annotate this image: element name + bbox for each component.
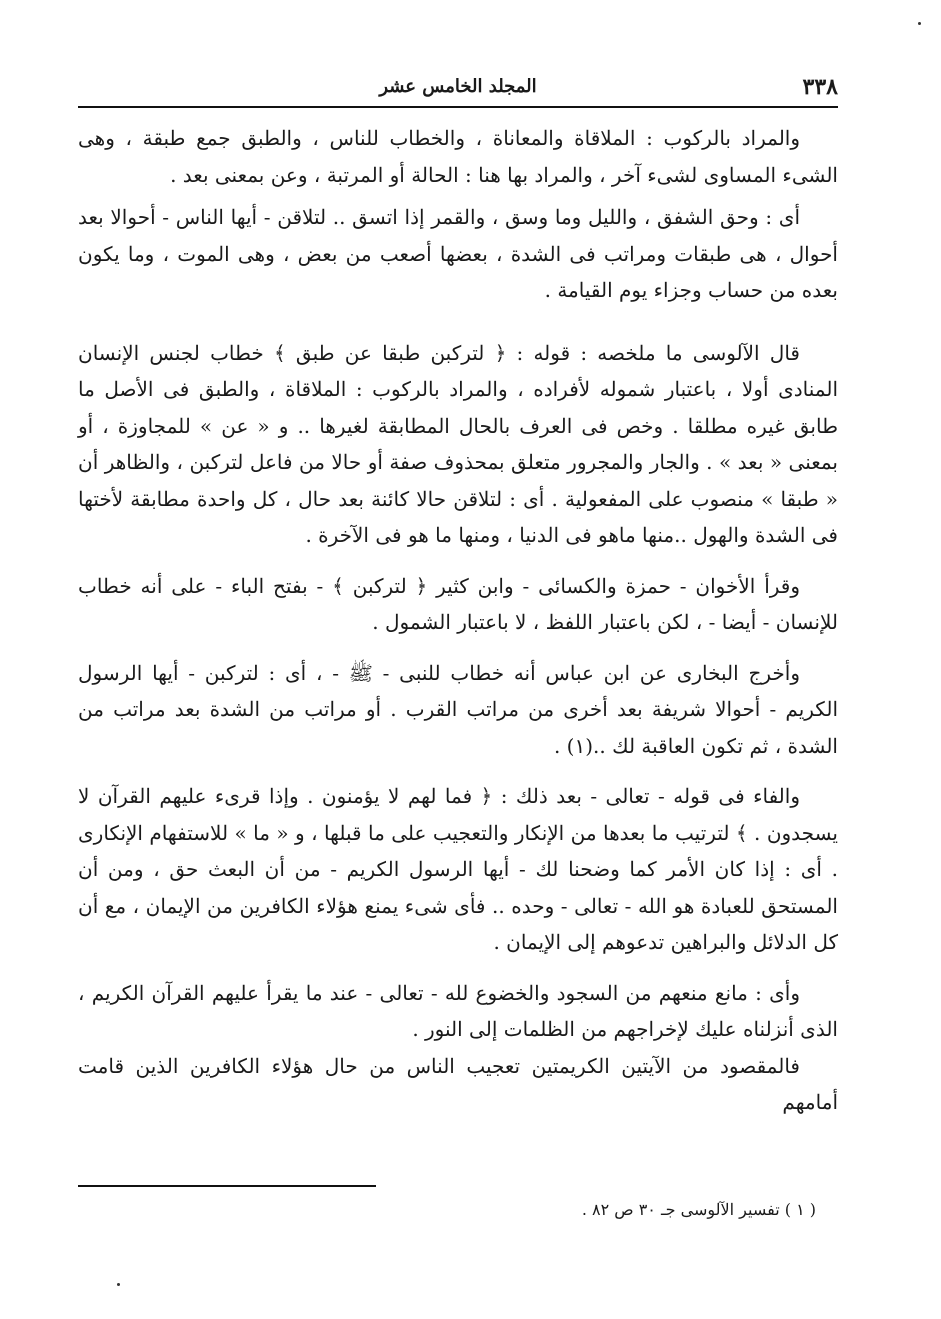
footnote-rule [78, 1185, 376, 1187]
paragraph-4: وقرأ الأخوان - حمزة والكسائى - وابن كثير ﴿ لتركبن ﴾ - بفتح الباء - على أنه خطاب للإنسان - أيضا - ، لكن باعتبار اللفظ ، لا باعتبار الشمول . [78, 573, 838, 634]
paragraph-2: أى : وحق الشفق ، والليل وما وسق ، والقمر إذا اتسق .. لتلاقن - أيها الناس - أحوالا بعد أحوال ، هى طبقات ومراتب فى الشدة ، بعضها أصعب من بعض ، وهى الموت ، وما يكون بعده من حساب وجزاء يوم القيامة . [78, 205, 838, 302]
paragraph-3: قال الآلوسى ما ملخصه : قوله : ﴿ لتركبن طبقا عن طبق ﴾ خطاب لجنس الإنسان المنادى أولا ، باعتبار شموله لأفراده ، والمراد بالركوب : الملاقاة ، والطبق فى الأصل ما طابق غيره مطلقا . وخص فى العرف بالحال المطابقة لغيرها .. و « عن » للمجاوزة ، أو بمعنى « بعد » . والجار والمجرور متعلق بمحذوف صفة أو حالا من فاعل لتركبن ، والظاهر أن « طبقا » منصوب على المفعولية . أى : لتلاقن حالا كائنة بعد حال ، كل واحدة مطابقة لأختها فى الشدة والهول ..منها ماهو فى الدنيا ، ومنها ما هو فى الآخرة . [78, 340, 839, 547]
page-body [78, 120, 838, 1121]
scan-speck [918, 22, 921, 25]
running-head: المجلد الخامس عشر [379, 76, 537, 97]
paragraph-6: والفاء فى قوله - تعالى - بعد ذلك : ﴿ فما لهم لا يؤمنون . وإذا قرىء عليهم القرآن لا يسجدون . ﴾ لترتيب ما بعدها من الإنكار والتعجيب على ما قبلها ، و « ما » للاستفهام الإنكارى . أى : إذا كان الأمر كما وضحنا لك - أيها الرسول الكريم - من أن البعث حق ، ومن أن المستحق للعبادة هو الله - تعالى - وحده .. فأى شىء يمنع هؤلاء الكافرين من الإيمان ، مع أن كل الدلائل والبراهين تدعوهم إلى الإيمان . [78, 784, 838, 954]
paragraph-5: وأخرج البخارى عن ابن عباس أنه خطاب للنبى - ﷺ - ، أى : لتركبن - أيها الرسول الكريم - أحوالا شريفة بعد أخرى من مراتب القرب . أو مراتب من الشدة بعد مراتب من الشدة ، ثم تكون العاقبة لك ..(١) . [78, 660, 838, 758]
scan-speck [117, 1283, 120, 1286]
paragraph-8: فالمقصود من الآيتين الكريمتين تعجيب الناس من حال هؤلاء الكافرين الذين قامت أمامهم [78, 1053, 838, 1114]
book-page [78, 60, 839, 1219]
page-header [78, 60, 838, 106]
footnote: ( ١ ) تفسير الآلوسى جـ ٣٠ ص ٨٢ . [581, 1200, 816, 1219]
paragraph-1: والمراد بالركوب : الملاقاة والمعاناة ، والخطاب للناس ، والطبق جمع طبقة ، وهى الشىء المساوى لشىء آخر ، والمراد بها هنا : الحالة أو المرتبة ، وعن بمعنى بعد . [78, 126, 838, 187]
header-rule [78, 106, 838, 108]
page-number: ٣٣٨ [802, 74, 838, 100]
paragraph-7: وأى : مانع منعهم من السجود والخضوع لله - تعالى - عند ما يقرأ عليهم القرآن الكريم ، الذى أنزلناه عليك لإخراجهم من الظلمات إلى النور . [78, 980, 838, 1041]
